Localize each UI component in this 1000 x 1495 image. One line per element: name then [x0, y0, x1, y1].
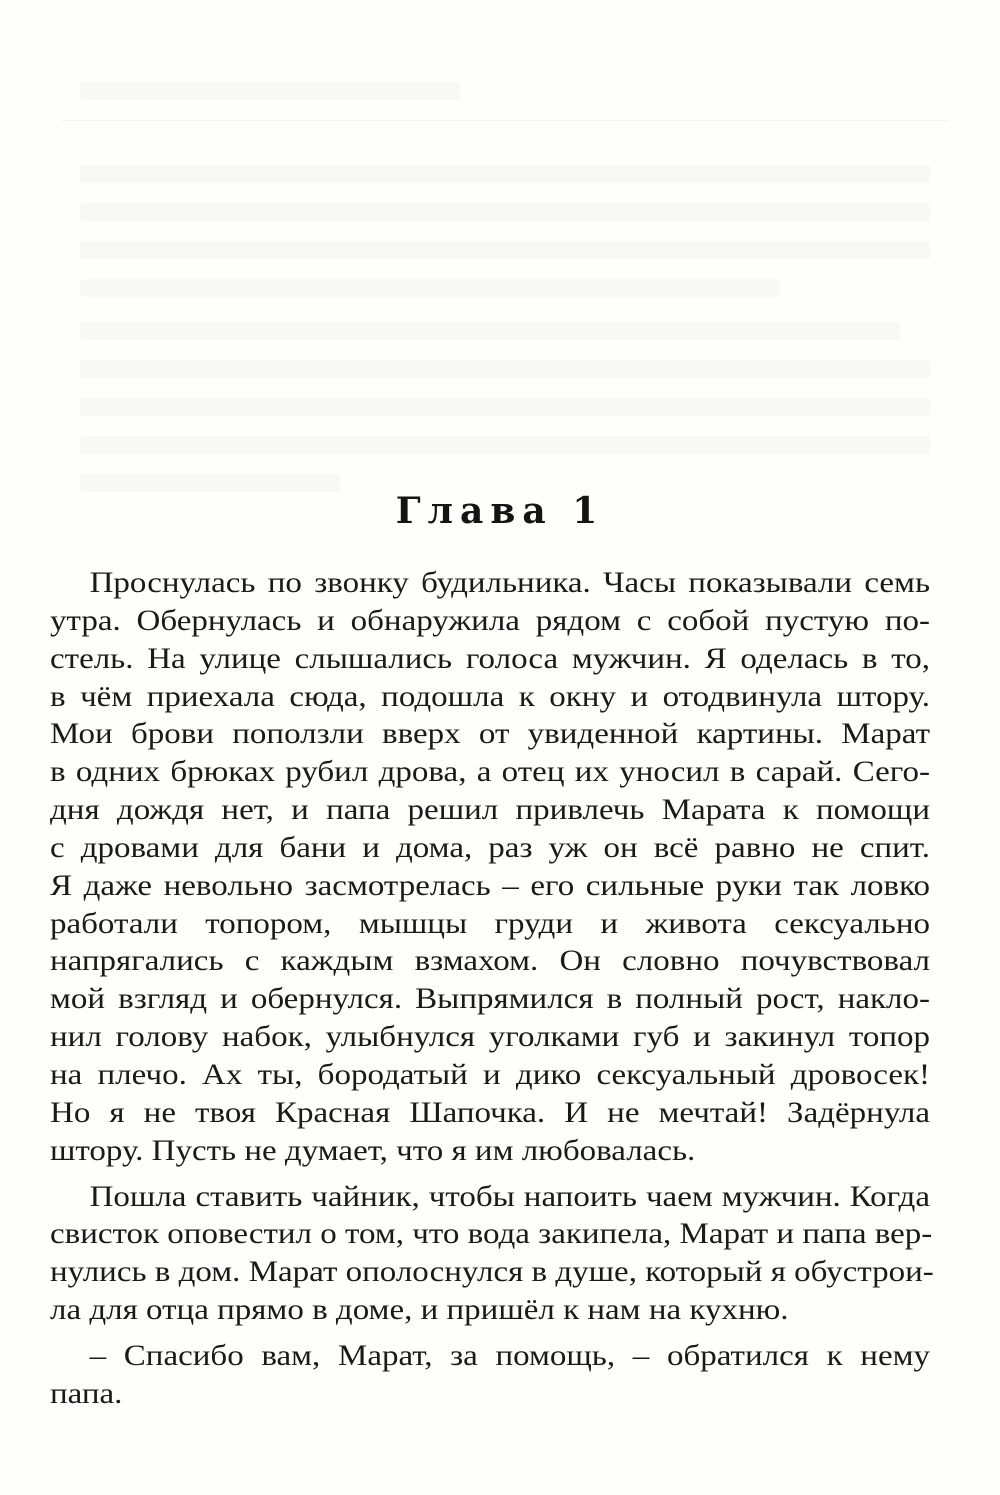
reverse-text-line — [80, 165, 930, 183]
chapter-title: Глава 1 — [395, 490, 605, 532]
reverse-text-line — [80, 241, 930, 259]
text-line: Мои брови поползли вверх от увиденной картины. Марат — [50, 717, 930, 751]
text-line: Проснулась по звонку будильника. Часы показывали семь — [89, 566, 931, 599]
paragraph-gap — [50, 1329, 930, 1337]
text-line: Я даже невольно засмотрелась – его сильные руки так ловко — [50, 868, 930, 902]
text-line: папа. — [50, 1376, 123, 1410]
text-line: с дровами для бани и дома, раз уж он всё равно не спит. — [50, 830, 930, 864]
text-line: работали топором, мышцы груди и живота сексуально — [50, 906, 930, 940]
text-line: Пошла ставить чайник, чтобы напоить чаем мужчин. Когда — [89, 1179, 931, 1213]
text-line: – Спасибо вам, Марат, за помощь, – обратился к нему — [89, 1338, 931, 1372]
text-line: в чём приехала сюда, подошла к окну и отодвинула штору. — [50, 679, 930, 713]
text-line: на плечо. Ах ты, бородатый и дико сексуальный дровосек! — [50, 1057, 930, 1091]
text-line: напрягались с каждым взмахом. Он словно почувствовал — [50, 944, 930, 978]
text-line: Но я не твоя Красная Шапочка. И не мечтай! Задёрнула — [50, 1095, 930, 1129]
text-line: в одних брюках рубил дрова, а отец их уносил в сарай. Сего- — [50, 755, 930, 789]
reverse-text-line — [80, 436, 930, 454]
reverse-text-line — [80, 279, 780, 297]
paragraph-gap — [50, 1170, 930, 1178]
text-line: утра. Обернулась и обнаружила рядом с собой пустую по- — [50, 603, 930, 637]
reverse-text-line — [80, 360, 930, 378]
text-line: дня дождя нет, и папа решил привлечь Марата к помощи — [50, 793, 930, 827]
text-line: ла для отца прямо в доме, и пришёл к нам на кухню. — [50, 1293, 789, 1327]
reverse-text-line — [80, 398, 930, 416]
reverse-text-line — [80, 82, 460, 100]
text-line: нил голову набок, улыбнулся уголками губ и закинул топор — [50, 1020, 930, 1054]
reverse-text-line — [80, 203, 930, 221]
body-text — [50, 564, 934, 1413]
reverse-text-line — [80, 322, 900, 340]
reverse-header-rule — [62, 120, 948, 121]
text-line: штору. Пусть не думает, что я им любовалась. — [50, 1133, 696, 1167]
text-line: мой взгляд и обернулся. Выпрямился в полный рост, накло- — [50, 982, 930, 1016]
text-line: нулись в дом. Марат ополоснулся в душе, который я обустрои- — [50, 1255, 934, 1289]
text-line: свисток оповестил о том, что вода закипела, Марат и папа вер- — [50, 1217, 933, 1251]
text-line: стель. На улице слышались голоса мужчин. Я оделась в то, — [50, 641, 930, 675]
